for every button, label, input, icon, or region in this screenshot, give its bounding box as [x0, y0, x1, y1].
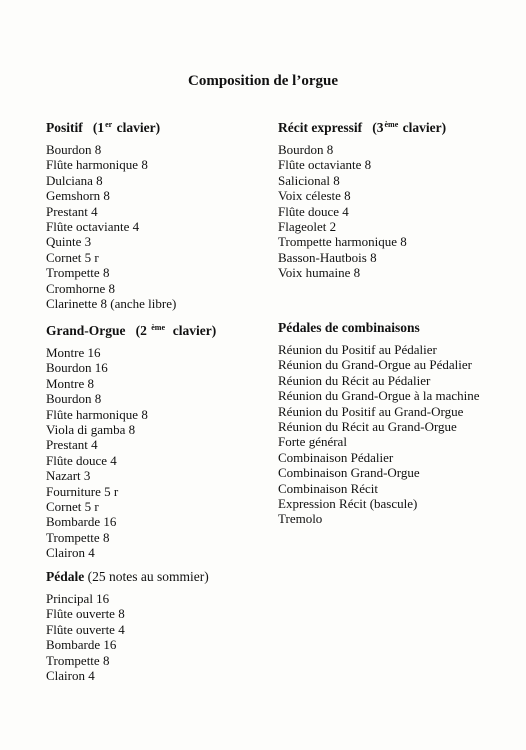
stop-list-grand-orgue	[46, 345, 266, 561]
section-title-pedale	[46, 568, 266, 585]
combination-item: Réunion du Positif au Pédalier	[278, 342, 437, 357]
stop-item: Flûte ouverte 8	[46, 606, 125, 622]
stop-item: Bombarde 16	[46, 514, 117, 530]
section-manual-suffix: ème	[151, 323, 166, 332]
page-title: Composition de l’orgue	[188, 73, 338, 89]
stop-item: Clairon 4	[46, 545, 95, 561]
stop-item: Trompette 8	[46, 265, 110, 281]
combination-item: Expression Récit (bascule)	[278, 496, 418, 512]
stop-item: Clarinette 8 (anche libre)	[46, 296, 177, 312]
stop-item: Flûte harmonique 8	[46, 157, 148, 173]
stop-item: Flûte ouverte 4	[46, 621, 125, 637]
section-title-recit	[278, 116, 518, 136]
section-manual-number: (2	[135, 323, 147, 338]
stop-item: Salicional 8	[278, 172, 340, 188]
section-title-grand-orgue	[46, 319, 266, 339]
section-manual-suffix: er	[105, 120, 113, 129]
combination-item: Combinaison Grand-Orgue	[278, 465, 420, 481]
stop-list-recit	[278, 142, 518, 281]
stop-item: Principal 16	[46, 591, 110, 606]
stop-item: Flageolet 2	[278, 219, 337, 235]
section-subtitle: (25 notes au sommier)	[87, 569, 209, 584]
section-manual-label: clavier)	[402, 120, 447, 135]
stop-item: Dulciana 8	[46, 172, 103, 188]
section-name: Grand-Orgue	[46, 323, 126, 338]
section-manual-number: (1	[92, 120, 105, 135]
stop-item: Cornet 5 r	[46, 249, 99, 265]
section-pedales-combinaisons	[278, 319, 518, 527]
stop-item: Cromhorne 8	[46, 280, 115, 296]
stop-item: Montre 8	[46, 375, 95, 391]
stop-list-positif	[46, 142, 266, 311]
stop-item: Bourdon 8	[278, 142, 334, 157]
stop-item: Bourdon 8	[46, 391, 102, 407]
stop-list-pedales-combinaisons	[278, 342, 518, 527]
combination-item: Réunion du Grand-Orgue au Pédalier	[278, 357, 472, 373]
section-manual-label: clavier)	[116, 120, 161, 135]
section-name: Positif	[46, 120, 83, 135]
section-manual-number: (3	[372, 120, 384, 135]
section-pedale	[46, 568, 266, 683]
stop-item: Nazart 3	[46, 468, 91, 484]
section-name: Pédale	[46, 569, 85, 584]
stop-item: Voix céleste 8	[278, 188, 351, 204]
stop-item: Trompette 8	[46, 529, 110, 545]
stop-item: Prestant 4	[46, 437, 98, 453]
stop-item: Basson-Hautbois 8	[278, 249, 377, 265]
combination-item: Réunion du Récit au Pédalier	[278, 372, 431, 388]
section-name: Récit expressif	[278, 120, 363, 135]
section-title-pedales-combinaisons	[278, 319, 518, 336]
stop-item: Viola di gamba 8	[46, 422, 136, 438]
combination-item: Réunion du Récit au Grand-Orgue	[278, 419, 457, 435]
stop-list-pedale	[46, 591, 266, 683]
section-positif	[46, 116, 266, 311]
section-title-positif	[46, 116, 266, 136]
stop-item: Bombarde 16	[46, 637, 117, 653]
stop-item: Flûte douce 4	[278, 203, 349, 219]
section-manual-suffix: ème	[384, 120, 399, 129]
stop-item: Prestant 4	[46, 203, 98, 219]
combination-item: Combinaison Pédalier	[278, 449, 394, 465]
stop-item: Montre 16	[46, 345, 101, 360]
combination-item: Réunion du Grand-Orgue à la machine	[278, 388, 480, 404]
stop-item: Flûte harmonique 8	[46, 406, 148, 422]
section-manual-label: clavier)	[172, 323, 217, 338]
stop-item: Flûte octaviante 8	[278, 157, 372, 173]
combination-item: Réunion du Positif au Grand-Orgue	[278, 403, 464, 419]
stop-item: Trompette harmonique 8	[278, 234, 407, 250]
stop-item: Bourdon 8	[46, 142, 102, 157]
stop-item: Flûte octaviante 4	[46, 219, 140, 235]
combination-item: Tremolo	[278, 511, 323, 527]
stop-item: Cornet 5 r	[46, 499, 99, 515]
stop-item: Gemshorn 8	[46, 188, 110, 204]
combination-item: Forte général	[278, 434, 347, 450]
stop-item: Flûte douce 4	[46, 452, 117, 468]
stop-item: Trompette 8	[46, 652, 110, 668]
section-recit	[278, 116, 518, 281]
stop-item: Voix humaine 8	[278, 265, 361, 281]
combination-item: Combinaison Récit	[278, 480, 379, 496]
stop-item: Bourdon 16	[46, 360, 108, 376]
stop-item: Clairon 4	[46, 668, 95, 684]
stop-item: Fourniture 5 r	[46, 483, 119, 499]
section-grand-orgue	[46, 319, 266, 561]
stop-item: Quinte 3	[46, 234, 92, 250]
section-name: Pédales de combinaisons	[278, 320, 420, 335]
